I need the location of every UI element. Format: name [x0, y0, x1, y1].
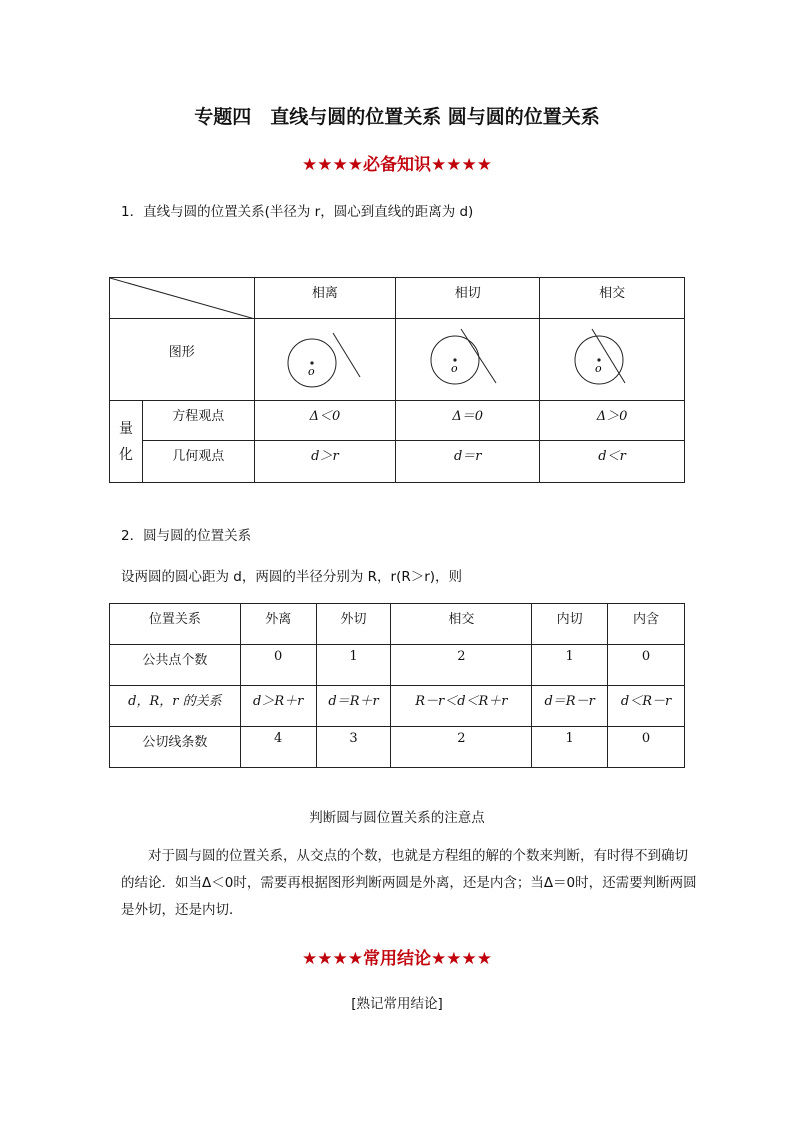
circle-circle-table: [109, 603, 685, 768]
cell: 0: [240, 645, 316, 686]
cell: 2: [391, 727, 532, 768]
table-row: [110, 686, 685, 727]
quantify-char-2: 化: [118, 446, 133, 463]
section1-heading: 1．直线与圆的位置关系(半径为 r，圆心到直线的距离为 d): [121, 204, 474, 220]
note-body: 对于圆与圆的位置关系，从交点的个数，也就是方程组的解的个数来判断，有时得不到确切的结论．如当Δ＜0时，需要再根据图形判断两圆是外离，还是内含；当Δ＝0时，还需要判断两圆是外切，还是内切．: [121, 848, 697, 918]
figure-row-label: 图形: [110, 319, 255, 401]
table-row: [110, 727, 685, 768]
cell: 3: [316, 727, 391, 768]
banner-required-knowledge: [0, 150, 794, 175]
header-separate: 相离: [254, 278, 396, 319]
geo-separate: d＞r: [254, 441, 396, 483]
line-circle-table: [109, 277, 685, 483]
banner-label: 必备知识: [363, 155, 431, 175]
cell: 0: [608, 727, 685, 768]
header-intersect: 相交: [540, 278, 685, 319]
common-points-label: 公共点个数: [110, 645, 241, 686]
section2-intro: 设两圆的圆心距为 d，两圆的半径分别为 R，r(R＞r)，则: [121, 569, 463, 585]
t2-header-intersect: 相交: [391, 604, 532, 645]
center-label: o: [450, 361, 458, 375]
cell: d＝R＋r: [316, 686, 391, 727]
figure-intersect: [540, 319, 685, 401]
footer-label: [熟记常用结论]: [351, 996, 443, 1012]
geo-tangent: d＝r: [396, 441, 540, 483]
stars-right: ★★★★: [431, 949, 492, 969]
circle-line-separate-figure: [275, 325, 375, 395]
diagonal-line: [110, 278, 255, 319]
cell: R－r＜d＜R＋r: [391, 686, 532, 727]
t2-header-external-separate: 外离: [240, 604, 316, 645]
cell: 1: [532, 727, 608, 768]
geo-intersect: d＜r: [540, 441, 685, 483]
table-row: [110, 645, 685, 686]
circle-line-tangent-figure: [418, 325, 518, 395]
cell: 4: [240, 727, 316, 768]
cell: d＜R－r: [608, 686, 685, 727]
relation-label: d，R，r 的关系: [110, 686, 241, 727]
stars-right: ★★★★: [431, 155, 492, 175]
center-label: o: [307, 364, 315, 378]
eq-intersect: Δ＞0: [540, 401, 685, 441]
figure-separate: [254, 319, 396, 401]
eq-tangent: Δ＝0: [396, 401, 540, 441]
eq-separate: Δ＜0: [254, 401, 396, 441]
section2-heading: 2．圆与圆的位置关系: [121, 528, 252, 544]
stars-left: ★★★★: [302, 155, 363, 175]
tangent-count-label: 公切线条数: [110, 727, 241, 768]
stars-left: ★★★★: [302, 949, 363, 969]
cell: d＞R＋r: [240, 686, 316, 727]
page-title: 专题四 直线与圆的位置关系 圆与圆的位置关系: [194, 106, 600, 128]
t2-header-external-tangent: 外切: [316, 604, 391, 645]
diagonal-header-cell: [110, 278, 255, 319]
cell: d＝R－r: [532, 686, 608, 727]
center-label: o: [595, 361, 602, 375]
t2-header-position: 位置关系: [110, 604, 241, 645]
quantify-label: [110, 401, 143, 483]
note-heading: 判断圆与圆位置关系的注意点: [309, 810, 485, 826]
banner-label: 常用结论: [363, 949, 431, 969]
cell: 1: [532, 645, 608, 686]
geometry-view-label: 几何观点: [142, 441, 254, 483]
t2-header-internal-tangent: 内切: [532, 604, 608, 645]
quantify-char-1: 量: [118, 420, 133, 437]
t2-header-contained: 内含: [608, 604, 685, 645]
equation-view-label: 方程观点: [142, 401, 254, 441]
cell: 1: [316, 645, 391, 686]
cell: 2: [391, 645, 532, 686]
figure-tangent: [396, 319, 540, 401]
banner-common-conclusions: [0, 944, 794, 969]
circle-line-intersect-figure: [562, 325, 662, 395]
cell: 0: [608, 645, 685, 686]
header-tangent: 相切: [396, 278, 540, 319]
